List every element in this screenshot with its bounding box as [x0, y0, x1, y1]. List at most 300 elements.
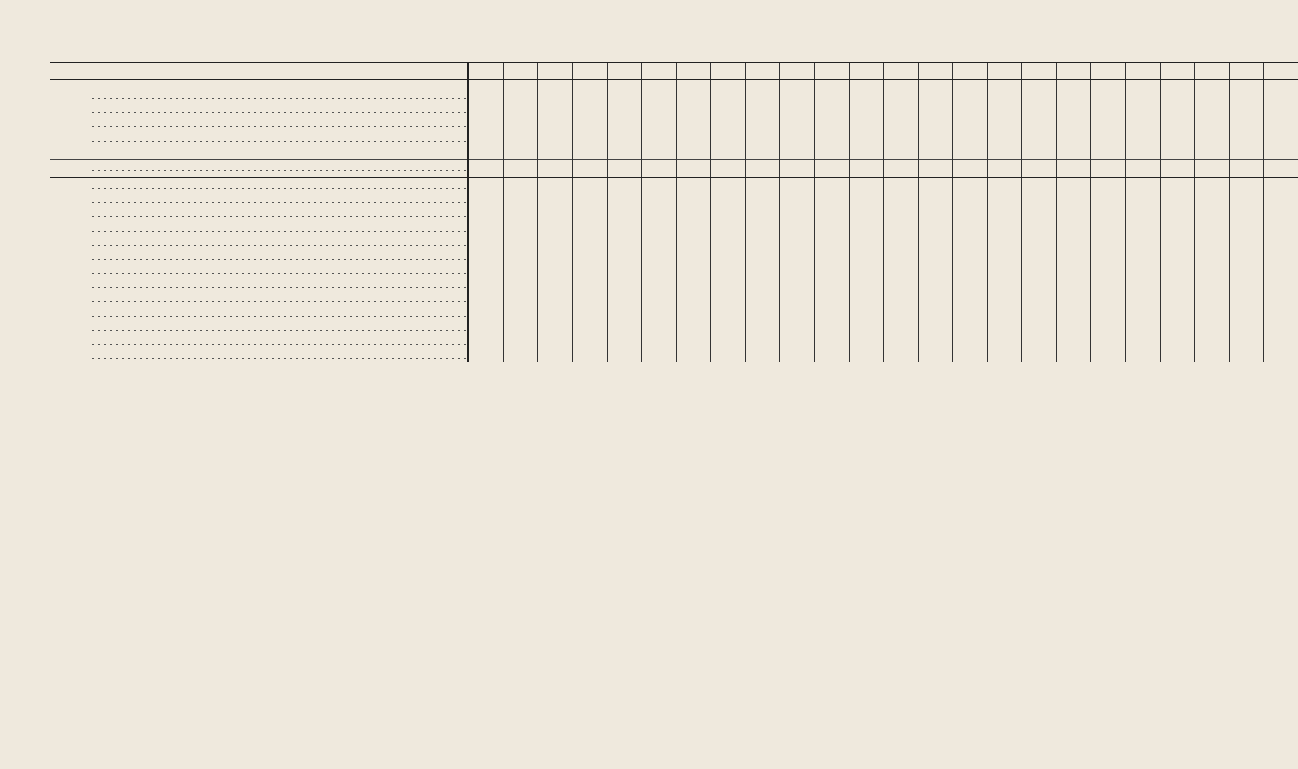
departure-time	[1022, 131, 1057, 145]
stop-row	[50, 206, 1298, 220]
departure-time	[918, 277, 953, 291]
departure-time	[1264, 192, 1298, 206]
time-cell	[1195, 159, 1230, 177]
departure-time	[884, 102, 919, 116]
departure-time	[849, 145, 884, 160]
departure-time	[1056, 249, 1091, 263]
direction-mark	[50, 348, 86, 362]
departure-time	[987, 131, 1022, 145]
departure-time	[1264, 177, 1298, 192]
departure-time	[814, 221, 849, 235]
departure-time	[538, 348, 573, 362]
departure-time	[1091, 192, 1126, 206]
departure-time	[1160, 206, 1195, 220]
departure-time	[1160, 221, 1195, 235]
departure-time	[849, 291, 884, 305]
station-name	[86, 320, 90, 334]
departure-time	[1056, 348, 1091, 362]
departure-time	[745, 102, 780, 116]
station-cell	[86, 348, 468, 362]
departure-time	[1264, 277, 1298, 291]
departure-time	[1160, 263, 1195, 277]
departure-time	[468, 177, 503, 192]
departure-time	[1160, 192, 1195, 206]
stop-row	[50, 306, 1298, 320]
departure-time	[538, 320, 573, 334]
time-cell	[918, 159, 953, 177]
departure-time	[642, 131, 677, 145]
departure-time	[573, 306, 608, 320]
departure-time	[711, 102, 746, 116]
departure-time	[987, 88, 1022, 102]
departure-time	[1056, 221, 1091, 235]
departure-time	[780, 320, 815, 334]
time-cell	[1091, 159, 1126, 177]
departure-time	[1022, 277, 1057, 291]
time-cell	[1091, 80, 1126, 89]
time-cell	[1126, 80, 1161, 89]
departure-time	[676, 249, 711, 263]
departure-time	[676, 334, 711, 348]
station-cell	[86, 80, 468, 89]
departure-time	[1264, 206, 1298, 220]
departure-time	[884, 306, 919, 320]
departure-time	[468, 320, 503, 334]
departure-time	[745, 177, 780, 192]
time-cell	[538, 159, 573, 177]
departure-time	[745, 334, 780, 348]
stop-row	[50, 88, 1298, 102]
departure-time	[607, 145, 642, 160]
departure-time	[1195, 291, 1230, 305]
departure-time	[1022, 145, 1057, 160]
departure-time	[987, 102, 1022, 116]
departure-time	[1126, 192, 1161, 206]
departure-time	[1056, 116, 1091, 130]
departure-time	[1126, 249, 1161, 263]
departure-time	[1264, 263, 1298, 277]
departure-time	[711, 334, 746, 348]
departure-time	[780, 116, 815, 130]
departure-time	[573, 221, 608, 235]
departure-time	[780, 334, 815, 348]
departure-time	[711, 320, 746, 334]
departure-time	[780, 177, 815, 192]
station-cell	[86, 102, 468, 116]
time-cell	[503, 159, 538, 177]
station-cell	[86, 177, 468, 192]
departure-time	[1126, 235, 1161, 249]
departure-time	[849, 221, 884, 235]
departure-time	[1229, 249, 1264, 263]
departure-time	[1126, 221, 1161, 235]
departure-time	[607, 131, 642, 145]
time-cell	[745, 80, 780, 89]
departure-time	[1229, 206, 1264, 220]
departure-time	[503, 320, 538, 334]
departure-time	[1056, 102, 1091, 116]
departure-time	[503, 221, 538, 235]
departure-time	[1126, 145, 1161, 160]
departure-time	[987, 348, 1022, 362]
departure-time	[918, 221, 953, 235]
departure-time	[987, 192, 1022, 206]
departure-time	[849, 348, 884, 362]
departure-time	[607, 206, 642, 220]
departure-time	[918, 249, 953, 263]
departure-time	[1056, 277, 1091, 291]
departure-time	[1022, 249, 1057, 263]
time-cell	[745, 159, 780, 177]
departure-time	[711, 348, 746, 362]
departure-time	[607, 177, 642, 192]
departure-time	[1022, 88, 1057, 102]
station-cell	[86, 145, 468, 160]
departure-time	[745, 116, 780, 130]
station-name	[86, 160, 90, 175]
train-number	[538, 63, 573, 80]
departure-time	[745, 291, 780, 305]
station-name	[86, 249, 90, 263]
departure-time	[780, 102, 815, 116]
departure-time	[711, 221, 746, 235]
departure-time	[1126, 306, 1161, 320]
stop-row	[50, 177, 1298, 192]
departure-time	[780, 88, 815, 102]
direction-mark	[50, 306, 86, 320]
departure-time	[1022, 206, 1057, 220]
train-number	[1056, 63, 1091, 80]
departure-time	[538, 249, 573, 263]
departure-time	[987, 177, 1022, 192]
train-number	[573, 63, 608, 80]
departure-time	[780, 291, 815, 305]
departure-time	[468, 306, 503, 320]
departure-time	[849, 320, 884, 334]
departure-time	[503, 334, 538, 348]
departure-time	[780, 306, 815, 320]
departure-time	[1091, 320, 1126, 334]
departure-time	[849, 88, 884, 102]
time-cell	[1264, 159, 1298, 177]
train-number	[780, 63, 815, 80]
departure-time	[503, 131, 538, 145]
departure-time	[780, 249, 815, 263]
departure-time	[1056, 235, 1091, 249]
departure-time	[1022, 334, 1057, 348]
departure-time	[573, 206, 608, 220]
departure-time	[814, 277, 849, 291]
departure-time	[607, 348, 642, 362]
departure-time	[953, 320, 988, 334]
departure-time	[1229, 102, 1264, 116]
departure-time	[538, 192, 573, 206]
departure-time	[1229, 263, 1264, 277]
departure-time	[1229, 192, 1264, 206]
station-cell	[86, 320, 468, 334]
departure-time	[1160, 145, 1195, 160]
departure-time	[849, 263, 884, 277]
departure-time	[468, 334, 503, 348]
time-cell	[538, 80, 573, 89]
departure-time	[987, 235, 1022, 249]
departure-time	[573, 88, 608, 102]
departure-time	[814, 116, 849, 130]
departure-time	[814, 145, 849, 160]
station-name	[86, 306, 90, 320]
departure-time	[1091, 334, 1126, 348]
direction-mark	[50, 159, 86, 177]
departure-time	[814, 263, 849, 277]
departure-time	[1195, 131, 1230, 145]
departure-time	[745, 306, 780, 320]
departure-time	[573, 116, 608, 130]
direction-mark	[50, 88, 86, 102]
departure-time	[607, 334, 642, 348]
departure-time	[1056, 263, 1091, 277]
departure-time	[1022, 235, 1057, 249]
departure-time	[573, 291, 608, 305]
departure-time	[642, 145, 677, 160]
time-cell	[676, 159, 711, 177]
departure-time	[503, 263, 538, 277]
station-name	[86, 263, 90, 277]
departure-time	[1091, 235, 1126, 249]
departure-time	[780, 192, 815, 206]
departure-time	[642, 348, 677, 362]
departure-time	[1022, 263, 1057, 277]
station-cell	[86, 88, 468, 102]
departure-time	[884, 221, 919, 235]
departure-time	[573, 235, 608, 249]
departure-time	[1160, 334, 1195, 348]
departure-time	[918, 291, 953, 305]
departure-time	[1126, 116, 1161, 130]
departure-time	[987, 334, 1022, 348]
departure-time	[953, 192, 988, 206]
direction-mark	[50, 249, 86, 263]
departure-time	[745, 235, 780, 249]
departure-time	[953, 348, 988, 362]
departure-time	[814, 249, 849, 263]
departure-time	[1195, 116, 1230, 130]
time-cell	[849, 159, 884, 177]
departure-time	[711, 206, 746, 220]
departure-time	[814, 131, 849, 145]
departure-time	[953, 102, 988, 116]
station-name	[86, 334, 90, 348]
departure-time	[573, 131, 608, 145]
direction-mark	[50, 235, 86, 249]
departure-time	[538, 131, 573, 145]
departure-time	[1126, 131, 1161, 145]
time-cell	[1056, 80, 1091, 89]
departure-time	[1195, 177, 1230, 192]
departure-time	[953, 145, 988, 160]
departure-time	[503, 116, 538, 130]
train-number	[1264, 63, 1298, 80]
departure-time	[1056, 320, 1091, 334]
train-number	[1091, 63, 1126, 80]
departure-time	[538, 206, 573, 220]
train-number	[642, 63, 677, 80]
departure-time	[468, 291, 503, 305]
time-cell	[711, 159, 746, 177]
departure-time	[1264, 320, 1298, 334]
station-cell	[86, 192, 468, 206]
train-number	[745, 63, 780, 80]
departure-time	[468, 131, 503, 145]
time-cell	[711, 80, 746, 89]
departure-time	[1160, 320, 1195, 334]
departure-time	[676, 116, 711, 130]
departure-time	[642, 206, 677, 220]
departure-time	[538, 88, 573, 102]
departure-time	[1056, 177, 1091, 192]
departure-time	[642, 235, 677, 249]
departure-time	[814, 334, 849, 348]
departure-time	[607, 221, 642, 235]
direction-mark	[50, 102, 86, 116]
departure-time	[1056, 291, 1091, 305]
departure-time	[711, 145, 746, 160]
departure-time	[1022, 102, 1057, 116]
departure-time	[1195, 348, 1230, 362]
time-cell	[1195, 80, 1230, 89]
departure-time	[676, 192, 711, 206]
departure-time	[884, 177, 919, 192]
departure-time	[884, 88, 919, 102]
departure-time	[884, 263, 919, 277]
time-cell	[918, 80, 953, 89]
departure-time	[676, 306, 711, 320]
departure-time	[1126, 348, 1161, 362]
departure-time	[1195, 277, 1230, 291]
departure-time	[711, 263, 746, 277]
departure-time	[1229, 116, 1264, 130]
departure-time	[1160, 306, 1195, 320]
time-cell	[607, 159, 642, 177]
departure-time	[642, 88, 677, 102]
departure-time	[1160, 277, 1195, 291]
departure-time	[849, 306, 884, 320]
departure-time	[953, 306, 988, 320]
departure-time	[1264, 306, 1298, 320]
direction-mark	[50, 116, 86, 130]
departure-time	[1056, 192, 1091, 206]
departure-time	[468, 249, 503, 263]
departure-time	[1160, 235, 1195, 249]
train-number	[711, 63, 746, 80]
departure-time	[607, 263, 642, 277]
departure-time	[1195, 249, 1230, 263]
departure-time	[884, 277, 919, 291]
departure-time	[814, 235, 849, 249]
dir-cell	[50, 63, 86, 80]
time-cell	[573, 80, 608, 89]
departure-time	[745, 192, 780, 206]
stop-row	[50, 291, 1298, 305]
departure-time	[1160, 177, 1195, 192]
departure-time	[573, 249, 608, 263]
station-cell	[86, 291, 468, 305]
departure-time	[1229, 320, 1264, 334]
hub-row	[50, 159, 1298, 177]
departure-time	[503, 249, 538, 263]
departure-time	[745, 221, 780, 235]
departure-time	[814, 192, 849, 206]
time-cell	[1229, 159, 1264, 177]
departure-time	[503, 277, 538, 291]
departure-time	[953, 177, 988, 192]
departure-time	[711, 291, 746, 305]
departure-time	[676, 145, 711, 160]
station-name	[86, 235, 90, 249]
station-name	[86, 291, 90, 305]
train-number	[953, 63, 988, 80]
departure-time	[642, 291, 677, 305]
time-cell	[1229, 80, 1264, 89]
time-cell	[780, 159, 815, 177]
departure-time	[1195, 221, 1230, 235]
departure-time	[711, 277, 746, 291]
direction-mark	[50, 221, 86, 235]
departure-time	[1126, 102, 1161, 116]
departure-time	[711, 306, 746, 320]
departure-time	[814, 206, 849, 220]
departure-time	[676, 235, 711, 249]
departure-time	[1229, 177, 1264, 192]
departure-time	[1056, 131, 1091, 145]
departure-time	[1264, 334, 1298, 348]
train-number	[1126, 63, 1161, 80]
departure-time	[1264, 291, 1298, 305]
station-name	[86, 192, 90, 206]
departure-time	[1022, 192, 1057, 206]
departure-time	[849, 235, 884, 249]
departure-time	[538, 145, 573, 160]
departure-time	[1195, 263, 1230, 277]
departure-time	[676, 348, 711, 362]
operator-name	[86, 63, 468, 80]
departure-time	[849, 277, 884, 291]
station-cell	[86, 159, 468, 177]
departure-time	[745, 277, 780, 291]
departure-time	[884, 320, 919, 334]
departure-time	[987, 291, 1022, 305]
departure-time	[1229, 131, 1264, 145]
departure-time	[1126, 206, 1161, 220]
departure-time	[884, 192, 919, 206]
departure-time	[1126, 88, 1161, 102]
departure-time	[503, 88, 538, 102]
departure-time	[780, 235, 815, 249]
departure-time	[573, 334, 608, 348]
station-name	[86, 348, 90, 362]
departure-time	[884, 206, 919, 220]
departure-time	[987, 249, 1022, 263]
dir-cell	[50, 80, 86, 89]
departure-time	[538, 116, 573, 130]
stop-row	[50, 320, 1298, 334]
departure-time	[468, 263, 503, 277]
time-cell	[953, 159, 988, 177]
departure-time	[849, 102, 884, 116]
departure-time	[642, 263, 677, 277]
departure-time	[884, 235, 919, 249]
departure-time	[573, 145, 608, 160]
departure-time	[468, 221, 503, 235]
